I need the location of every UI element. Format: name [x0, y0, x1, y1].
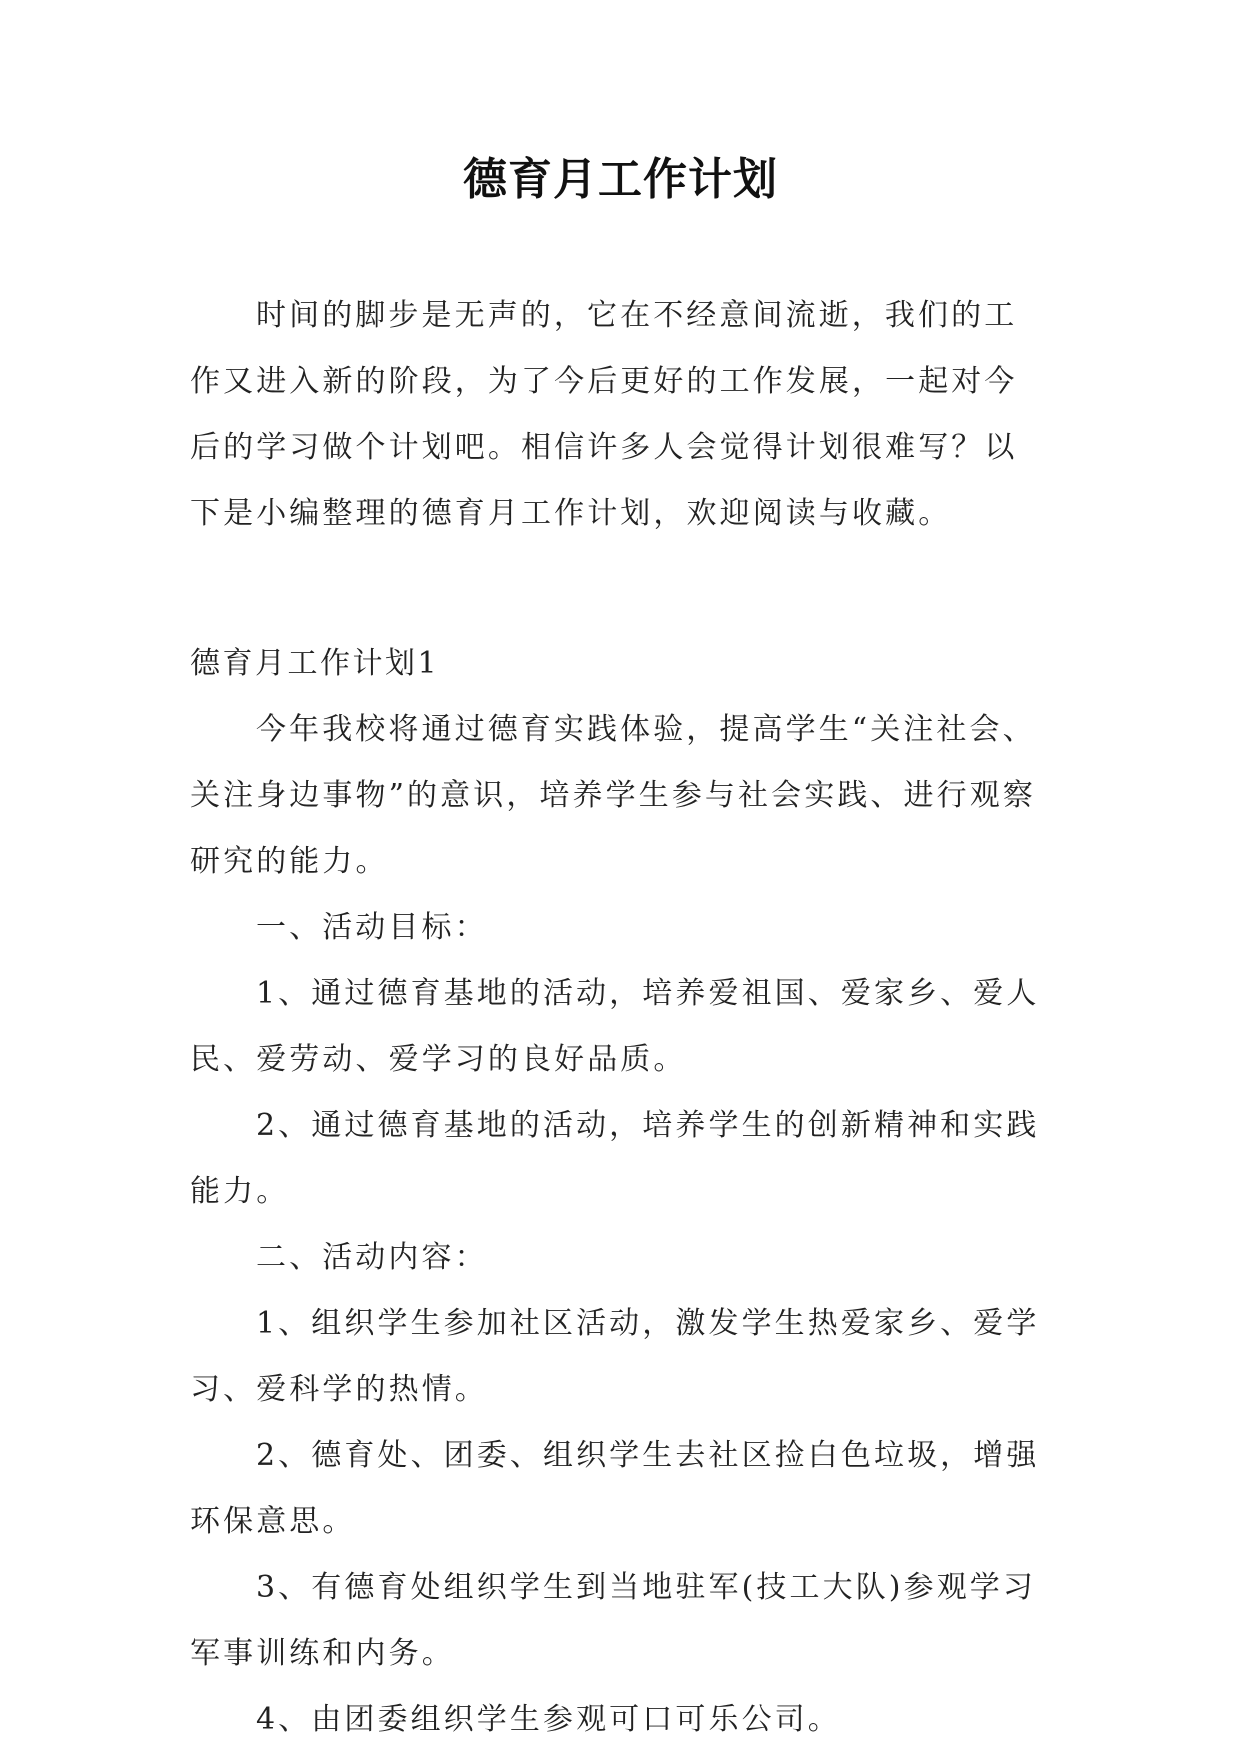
content-item: 3、有德育处组织学生到当地驻军(技工大队)参观学习军事训练和内务。 [190, 1570, 1036, 1671]
subheading-content: 二、活动内容： [256, 1240, 488, 1275]
content-item: 4、由团委组织学生参观可口可乐公司。 [256, 1702, 841, 1737]
content-item: 2、德育处、团委、组织学生去社区捡白色垃圾，增强环保意思。 [190, 1438, 1040, 1539]
content-item: 1、组织学生参加社区活动，激发学生热爱家乡、爱学习、爱科学的热情。 [190, 1306, 1040, 1407]
section-heading: 德育月工作计划1 [190, 646, 440, 681]
goal-item: 2、通过德育基地的活动，培养学生的创新精神和实践能力。 [190, 1108, 1040, 1209]
intro-paragraph: 时间的脚步是无声的，它在不经意间流逝，我们的工作又进入新的阶段，为了今后更好的工作发展，一起对今后的学习做个计划吧。相信许多人会觉得计划很难写？以下是小编整理的德育月工作计划，欢迎阅读与收藏。 [190, 298, 1018, 531]
goal-item: 1、通过德育基地的活动，培养爱祖国、爱家乡、爱人民、爱劳动、爱学习的良好品质。 [190, 976, 1040, 1077]
body-paragraph: 今年我校将通过德育实践体验，提高学生“关注社会、关注身边事物”的意识，培养学生参与社会实践、进行观察研究的能力。 [190, 712, 1036, 879]
page-title: 德育月工作计划 [463, 154, 778, 205]
section-spacer [190, 547, 1050, 631]
subheading-goals: 一、活动目标： [256, 910, 488, 945]
document-body [190, 283, 1050, 1753]
